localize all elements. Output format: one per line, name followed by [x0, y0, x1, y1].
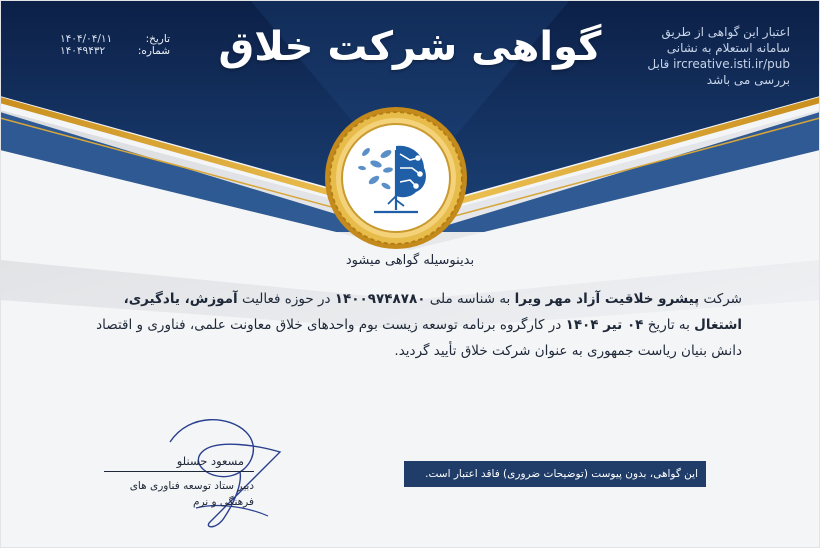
approval-date: ۰۴ تیر ۱۴۰۴: [565, 317, 644, 333]
national-id: ۱۴۰۰۹۷۴۸۷۸۰: [334, 291, 426, 307]
signer-role: دبیر ستاد توسعه فناوری های فرهنگی و نرم: [129, 480, 254, 508]
body-date-intro: به تاریخ: [647, 317, 690, 333]
company-name: پیشرو خلاقیت آزاد مهر ویرا: [514, 291, 700, 307]
hereby-statement: بدینوسیله گواهی میشود: [345, 253, 475, 268]
validity-after-url: قابل: [647, 57, 670, 71]
certificate-title: گواهی شرکت خلاق: [218, 24, 602, 70]
verification-url[interactable]: ircreative.isti.ir/pub: [673, 57, 790, 71]
body-field-intro: در حوزه فعالیت: [241, 291, 331, 307]
date-label: تاریخ:: [145, 33, 170, 45]
validity-line-4: بررسی می باشد: [706, 73, 790, 87]
signer-name: مسعود حسنلو: [104, 454, 254, 472]
body-national-id-intro: به شناسه ملی: [429, 291, 511, 307]
activity-field: آموزش، یادگیری، اشتغال: [123, 291, 742, 333]
number-label: شماره:: [137, 45, 170, 57]
date-value: ۱۴۰۴/۰۴/۱۱: [60, 33, 113, 45]
validity-line-1: اعتبار این گواهی از طریق: [661, 25, 790, 39]
validity-line-2: سامانه استعلام به نشانی: [666, 41, 790, 55]
body-rest: در کارگروه برنامه توسعه زیست بوم واحدهای خلاق معاونت علمی، فناوری و اقتصاد دانش بنیان ریاست جمهوری به عنوان شرکت خلاق تأیید گردید.: [96, 317, 742, 359]
body-company-word: شرکت: [703, 291, 742, 307]
number-value: ۱۴۰۴۹۴۳۲: [60, 45, 106, 57]
attachment-note: این گواهی، بدون پیوست (توضیحات ضروری) فاقد اعتبار است.: [404, 461, 706, 487]
